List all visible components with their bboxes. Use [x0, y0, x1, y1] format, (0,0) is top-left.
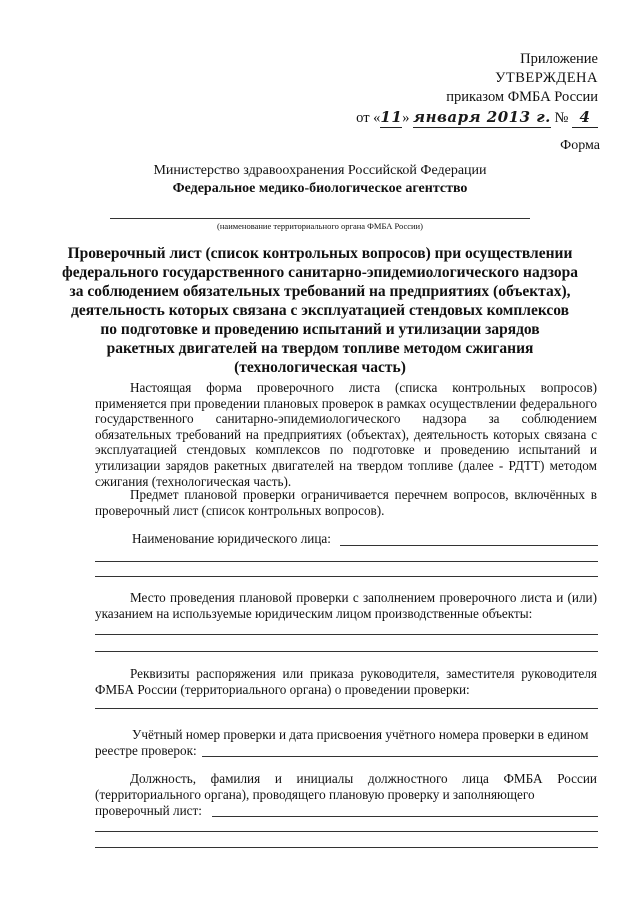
date-prefix: от « [356, 110, 381, 126]
title-line-1: Проверочный лист (список контрольных вопросов) при осуществлении [67, 245, 573, 262]
territorial-line [110, 218, 530, 219]
legal-entity-line-3[interactable] [95, 576, 598, 577]
official-input[interactable] [212, 816, 598, 817]
ministry-name: Министерство здравоохранения Российской Федерации [153, 163, 487, 178]
official-label-line-3: проверочный лист: [95, 803, 202, 818]
legal-entity-line-2[interactable] [95, 561, 598, 562]
title-line-2: федерального государственного санитарно-эпидемиологического надзора [61, 264, 578, 281]
registry-label-line-1: Учётный номер проверки и дата присвоения учётного номера проверки в едином [132, 727, 589, 742]
legal-entity-input[interactable] [340, 545, 598, 546]
official-label-line-2: (территориального органа), проводящего плановую проверку и заполняющего [95, 787, 535, 802]
approval-date-line [356, 108, 598, 128]
order-line-1[interactable] [95, 708, 598, 709]
official-line-3[interactable] [95, 847, 598, 848]
approval-order: приказом ФМБА России [446, 89, 598, 105]
approval-approved: УТВЕРЖДЕНА [495, 70, 598, 86]
legal-entity-label: Наименование юридического лица: [132, 531, 331, 546]
number-prefix: № [554, 110, 569, 126]
document-title [0, 244, 640, 377]
title-line-6: ракетных двигателей на твердом топливе методом сжигания [106, 340, 534, 357]
intro-paragraph-2: Предмет плановой проверки ограничивается перечнем вопросов, включённых в проверочный лист (список контрольных вопросов). [95, 487, 597, 518]
title-line-3: за соблюдением обязательных требований на предприятиях (объектах), [69, 283, 571, 300]
place-line-1[interactable] [95, 634, 598, 635]
title-line-5: по подготовке и проведению испытаний и утилизации зарядов [100, 321, 540, 338]
registry-label-line-2: реестре проверок: [95, 743, 197, 758]
registry-input[interactable] [202, 756, 598, 757]
agency-name: Федеральное медико-биологическое агентство [172, 181, 468, 196]
order-label: Реквизиты распоряжения или приказа руководителя, заместителя руководителя ФМБА России (территориального органа) о проведении проверки: [95, 666, 597, 697]
approval-appendix: Приложение [520, 51, 598, 67]
date-mid: » [402, 110, 410, 126]
place-line-2[interactable] [95, 651, 598, 652]
form-label: Форма [560, 138, 600, 153]
title-line-4: деятельность которых связана с эксплуатацией стендовых комплексов [71, 302, 569, 319]
intro-paragraph-1: Настоящая форма проверочного листа (списка контрольных вопросов) применяется при проведении плановых проверок в рамках осуществлении федерального государственного санитарно-эпидемиологического надзора за соблюдением обязательных требований на предприятиях (объектах), деятельность которых связана с эксплуатацией стендовых комплексов по подготовке и проведению испытаний и утилизации зарядов ракетных двигателей на твердом топливе (далее - РДТТ) методом сжигания (технологическая часть). [95, 380, 597, 489]
date-day: 11 [380, 108, 403, 126]
official-line-2[interactable] [95, 831, 598, 832]
approval-block [356, 50, 598, 128]
official-label-line-1: Должность, фамилия и инициалы должностного лица ФМБА России [130, 771, 597, 786]
territorial-caption: (наименование территориального органа ФМБА России) [217, 221, 423, 231]
number-value: 4 [572, 108, 598, 128]
date-month-year: января 2013 г. [413, 108, 551, 126]
title-line-7: (технологическая часть) [234, 359, 406, 376]
place-label: Место проведения плановой проверки с заполнением проверочного листа и (или) указанием на используемые юридическим лицом производственные объекты: [95, 590, 597, 621]
